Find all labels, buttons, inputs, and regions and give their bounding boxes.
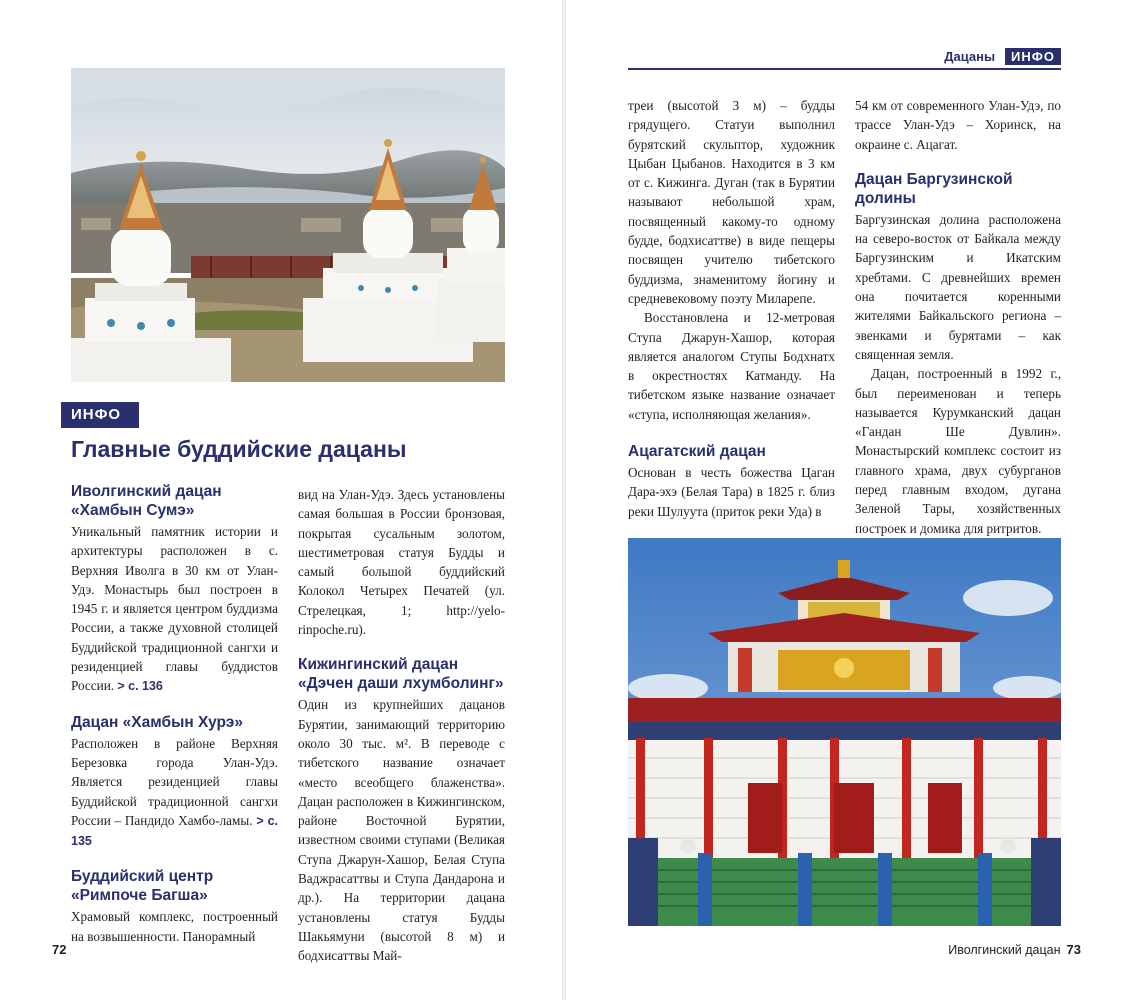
atsagatsky-text: Основан в честь божества Цаган Дара-эхэ (Белая Тара) в 1825 г. близ реки Шулуута (приток реки Уда) в xyxy=(628,465,835,519)
page-title: Главные буддийские дацаны xyxy=(71,436,407,462)
right-column-2 xyxy=(855,96,1061,538)
ivolginsky-text: Уникальный памятник истории и архитектуры расположен в с. Верхняя Иволга в 30 км от Улан-Удэ. Монастырь был построен в 1945 г. и является центром буддизма России, а также духовной столицей Буддийской традиционной сангхи и резиденцией главы буддистов России. xyxy=(71,524,278,694)
rimpoche-bagsha-text: Храмовый комплекс, построенный на возвышенности. Панорамный xyxy=(71,909,278,944)
section-title-khambyn-khure: Дацан «Хамбын Хурэ» xyxy=(71,713,243,731)
header-rule xyxy=(628,68,1061,70)
section-title-atsagatsky: Ацагатский дацан xyxy=(628,443,766,461)
footer-right xyxy=(948,942,1081,957)
section-title-line: «Дэчен даши лхумболинг» xyxy=(298,675,504,693)
section-title-line: Кижингинский дацан xyxy=(298,656,459,674)
info-badge: ИНФО xyxy=(61,402,139,428)
section-title-barguzin: Дацан Баргузинской долины xyxy=(855,170,1013,207)
rimpoche-bagsha-text-cont: вид на Улан-Удэ. Здесь установлены самая большая в России бронзовая, покрытая сусальным золотом, шестиметровая статуя Будды и самый большой буддийский Колокол Четырех Печатей (ул. Стрелецкая, 1; http://yelo-rinpoche.ru). xyxy=(298,487,505,638)
atsagatsky-text-cont: 54 км от современного Улан-Удэ, по трассе Улан-Удэ – Хоринск, на окраине с. Ацагат. xyxy=(855,98,1061,152)
temple-photo xyxy=(628,538,1061,926)
section-title-line: Иволгинский дацан xyxy=(71,483,222,500)
running-head-section: Дацаны xyxy=(944,49,996,64)
running-header xyxy=(944,48,1061,65)
section-title-line: «Римпоче Багша» xyxy=(71,887,208,905)
khambyn-khure-text: Расположен в районе Верхняя Березовка города Улан-Удэ. Является резиденцией главы Буддийской традиционной сангхи России – Пандидо Хамбо-ламы. xyxy=(71,735,278,828)
kizhinginsky-text-cont: треи (высотой 3 м) – будды грядущего. Статуи выполнил бурятский скульптор, художник Цыбан Цыбанов. Находится в 3 км от с. Кижинга. Дуган (так в Бурятии называют небольшой храм, посвященный какому-то одному будде, бодхисаттве) в виде пещеры посвящен учителю тибетского буддизма, знаменитому йогину и средневековому поэту Миларепе. xyxy=(628,98,835,306)
footer-caption: Иволгинский дацан xyxy=(948,943,1061,957)
barguzin-text: Баргузинская долина расположена на северо-восток от Байкала между Баргузинским и Икатским хребтами. С древнейших времен она почитается коренными жителями Байкальского региона – эвенками и бурятами – как священная земля. xyxy=(855,211,1061,362)
right-column-1 xyxy=(628,96,835,521)
running-head-tag: ИНФО xyxy=(1005,48,1061,65)
kizhinginsky-text: Один из крупнейших дацанов Бурятии, занимающий территорию около 30 тыс. м². В переводе с тибетского название означает «место всеобщего блаженства». Дацан расположен в Кижингинском, районе Восточной Бурятии, известном своими ступами (Великая Ступа Джарун-Хашор, Белая Ступа Ваджрасаттвы и Ступа Дандарона и др.). На территории дацана установлены статуя Будды Шакьямуни (высотой 8 м) и бодхисаттвы Май- xyxy=(298,697,505,964)
page-reference-link[interactable]: > с. 135 xyxy=(71,813,279,849)
section-title-line: Буддийский центр xyxy=(71,868,214,886)
barguzin-text-2: Дацан, построенный в 1992 г., был переименован и теперь называется Курумканский дацан «Гандан Ше Дувлин». Монастырский комплекс состоит из главного храма, двух субурганов перед главным входом, дугана Зеленой Тары, хозяйственных построек и домика для ритритов. xyxy=(855,366,1061,536)
page-number-right: 73 xyxy=(1066,942,1081,957)
page-number-left: 72 xyxy=(52,942,67,957)
page-reference-link[interactable]: > с. 136 xyxy=(117,679,163,694)
section-title-line: «Хамбын Сумэ» xyxy=(71,502,195,519)
stupa-text: Восстановлена и 12-метровая Ступа Джарун-Хашор, которая является аналогом Ступы Бодхнатх в окрестностях Катманду. На тибетском языке название означает «ступа, исполняющая желания». xyxy=(628,310,835,422)
